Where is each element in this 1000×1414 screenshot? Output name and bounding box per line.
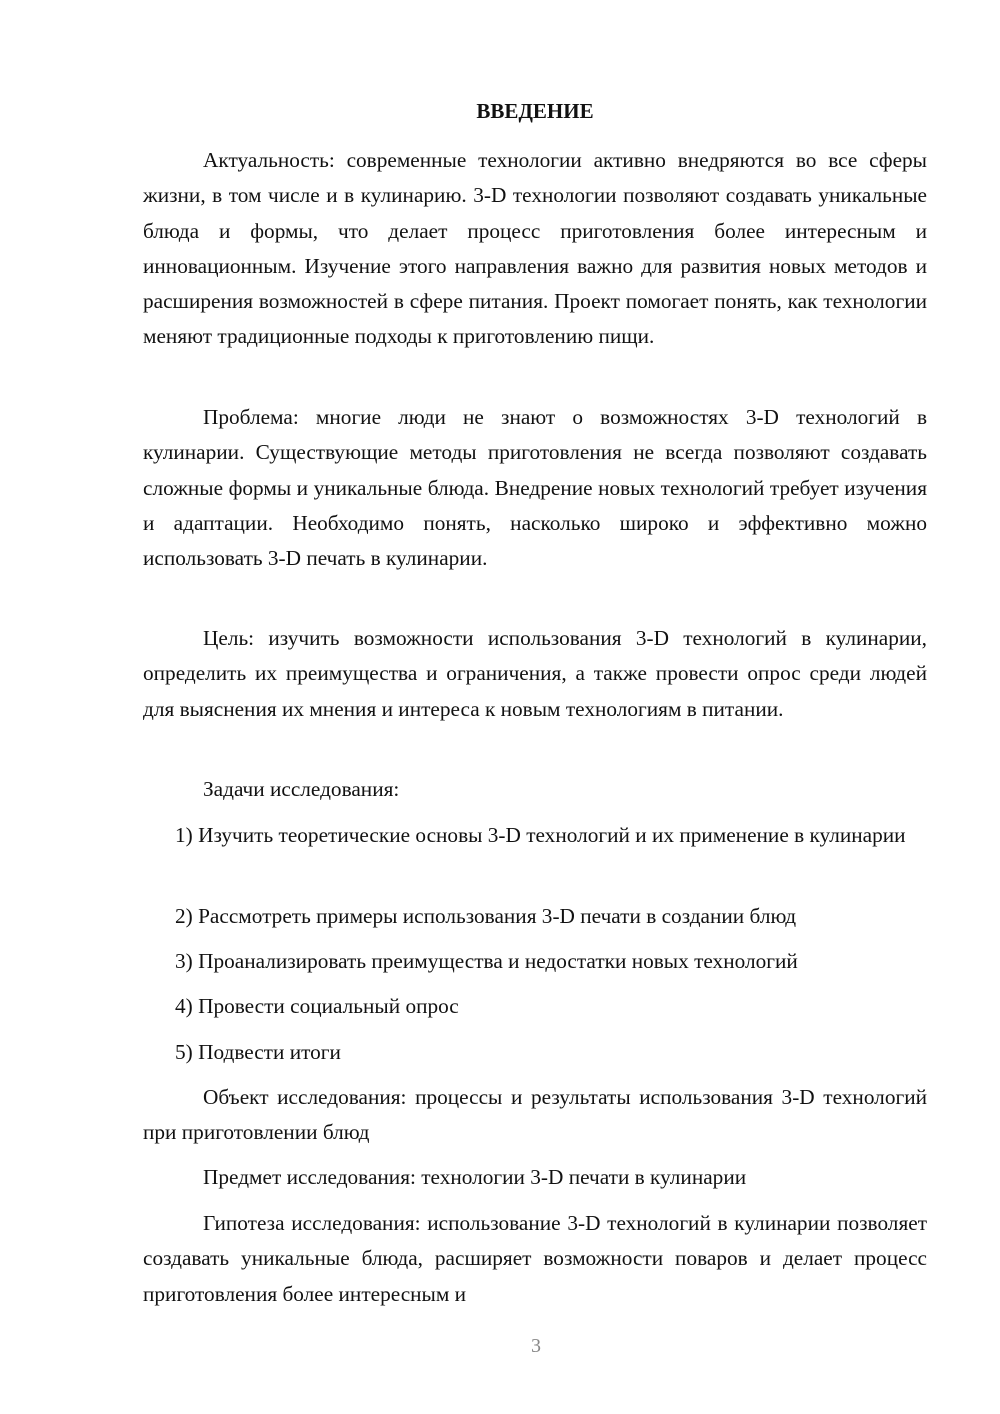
- tasks-heading: Задачи исследования:: [203, 777, 400, 801]
- task-item-3: 3) Проанализировать преимущества и недостатки новых технологий: [175, 949, 798, 973]
- paragraph-object: Объект исследования: процессы и результаты использования 3-D технологий при приготовлении блюд: [143, 1085, 927, 1145]
- page-number: 3: [531, 1335, 541, 1357]
- paragraph-problem: Проблема: многие люди не знают о возможностях 3-D технологий в кулинарии. Существующие методы приготовления не всегда позволяют создавать сложные формы и уникальные блюда. Внедрение новых технологий требует изучения и адаптации. Необходимо понять, насколько широко и эффективно можно использовать 3-D печать в кулинарии.: [143, 405, 927, 571]
- task-item-2: 2) Рассмотреть примеры использования 3-D печати в создании блюд: [175, 904, 797, 928]
- paragraph-hypothesis: Гипотеза исследования: использование 3-D технологий в кулинарии позволяет создавать уникальные блюда, расширяет возможности поваров и делает процесс приготовления более интересным и: [143, 1211, 927, 1306]
- paragraph-subject: Предмет исследования: технологии 3-D печати в кулинарии: [203, 1165, 747, 1189]
- task-item-4: 4) Провести социальный опрос: [175, 994, 459, 1018]
- paragraph-goal: Цель: изучить возможности использования 3-D технологий в кулинарии, определить их преимущества и ограничения, а также провести опрос среди людей для выяснения их мнения и интереса к новым технологиям в питании.: [143, 626, 927, 721]
- task-item-5: 5) Подвести итоги: [175, 1040, 341, 1064]
- paragraph-relevance: Актуальность: современные технологии активно внедряются во все сферы жизни, в том числе и в кулинарию. 3-D технологии позволяют создавать уникальные блюда и формы, что делает процесс приготовления более интересным и инновационным. Изучение этого направления важно для развития новых методов и расширения возможностей в сфере питания. Проект помогает понять, как технологии меняют традиционные подходы к приготовлению пищи.: [143, 148, 927, 349]
- task-item-1: 1) Изучить теоретические основы 3-D технологий и их применение в кулинарии: [175, 823, 906, 847]
- page-title: ВВЕДЕНИЕ: [476, 99, 594, 123]
